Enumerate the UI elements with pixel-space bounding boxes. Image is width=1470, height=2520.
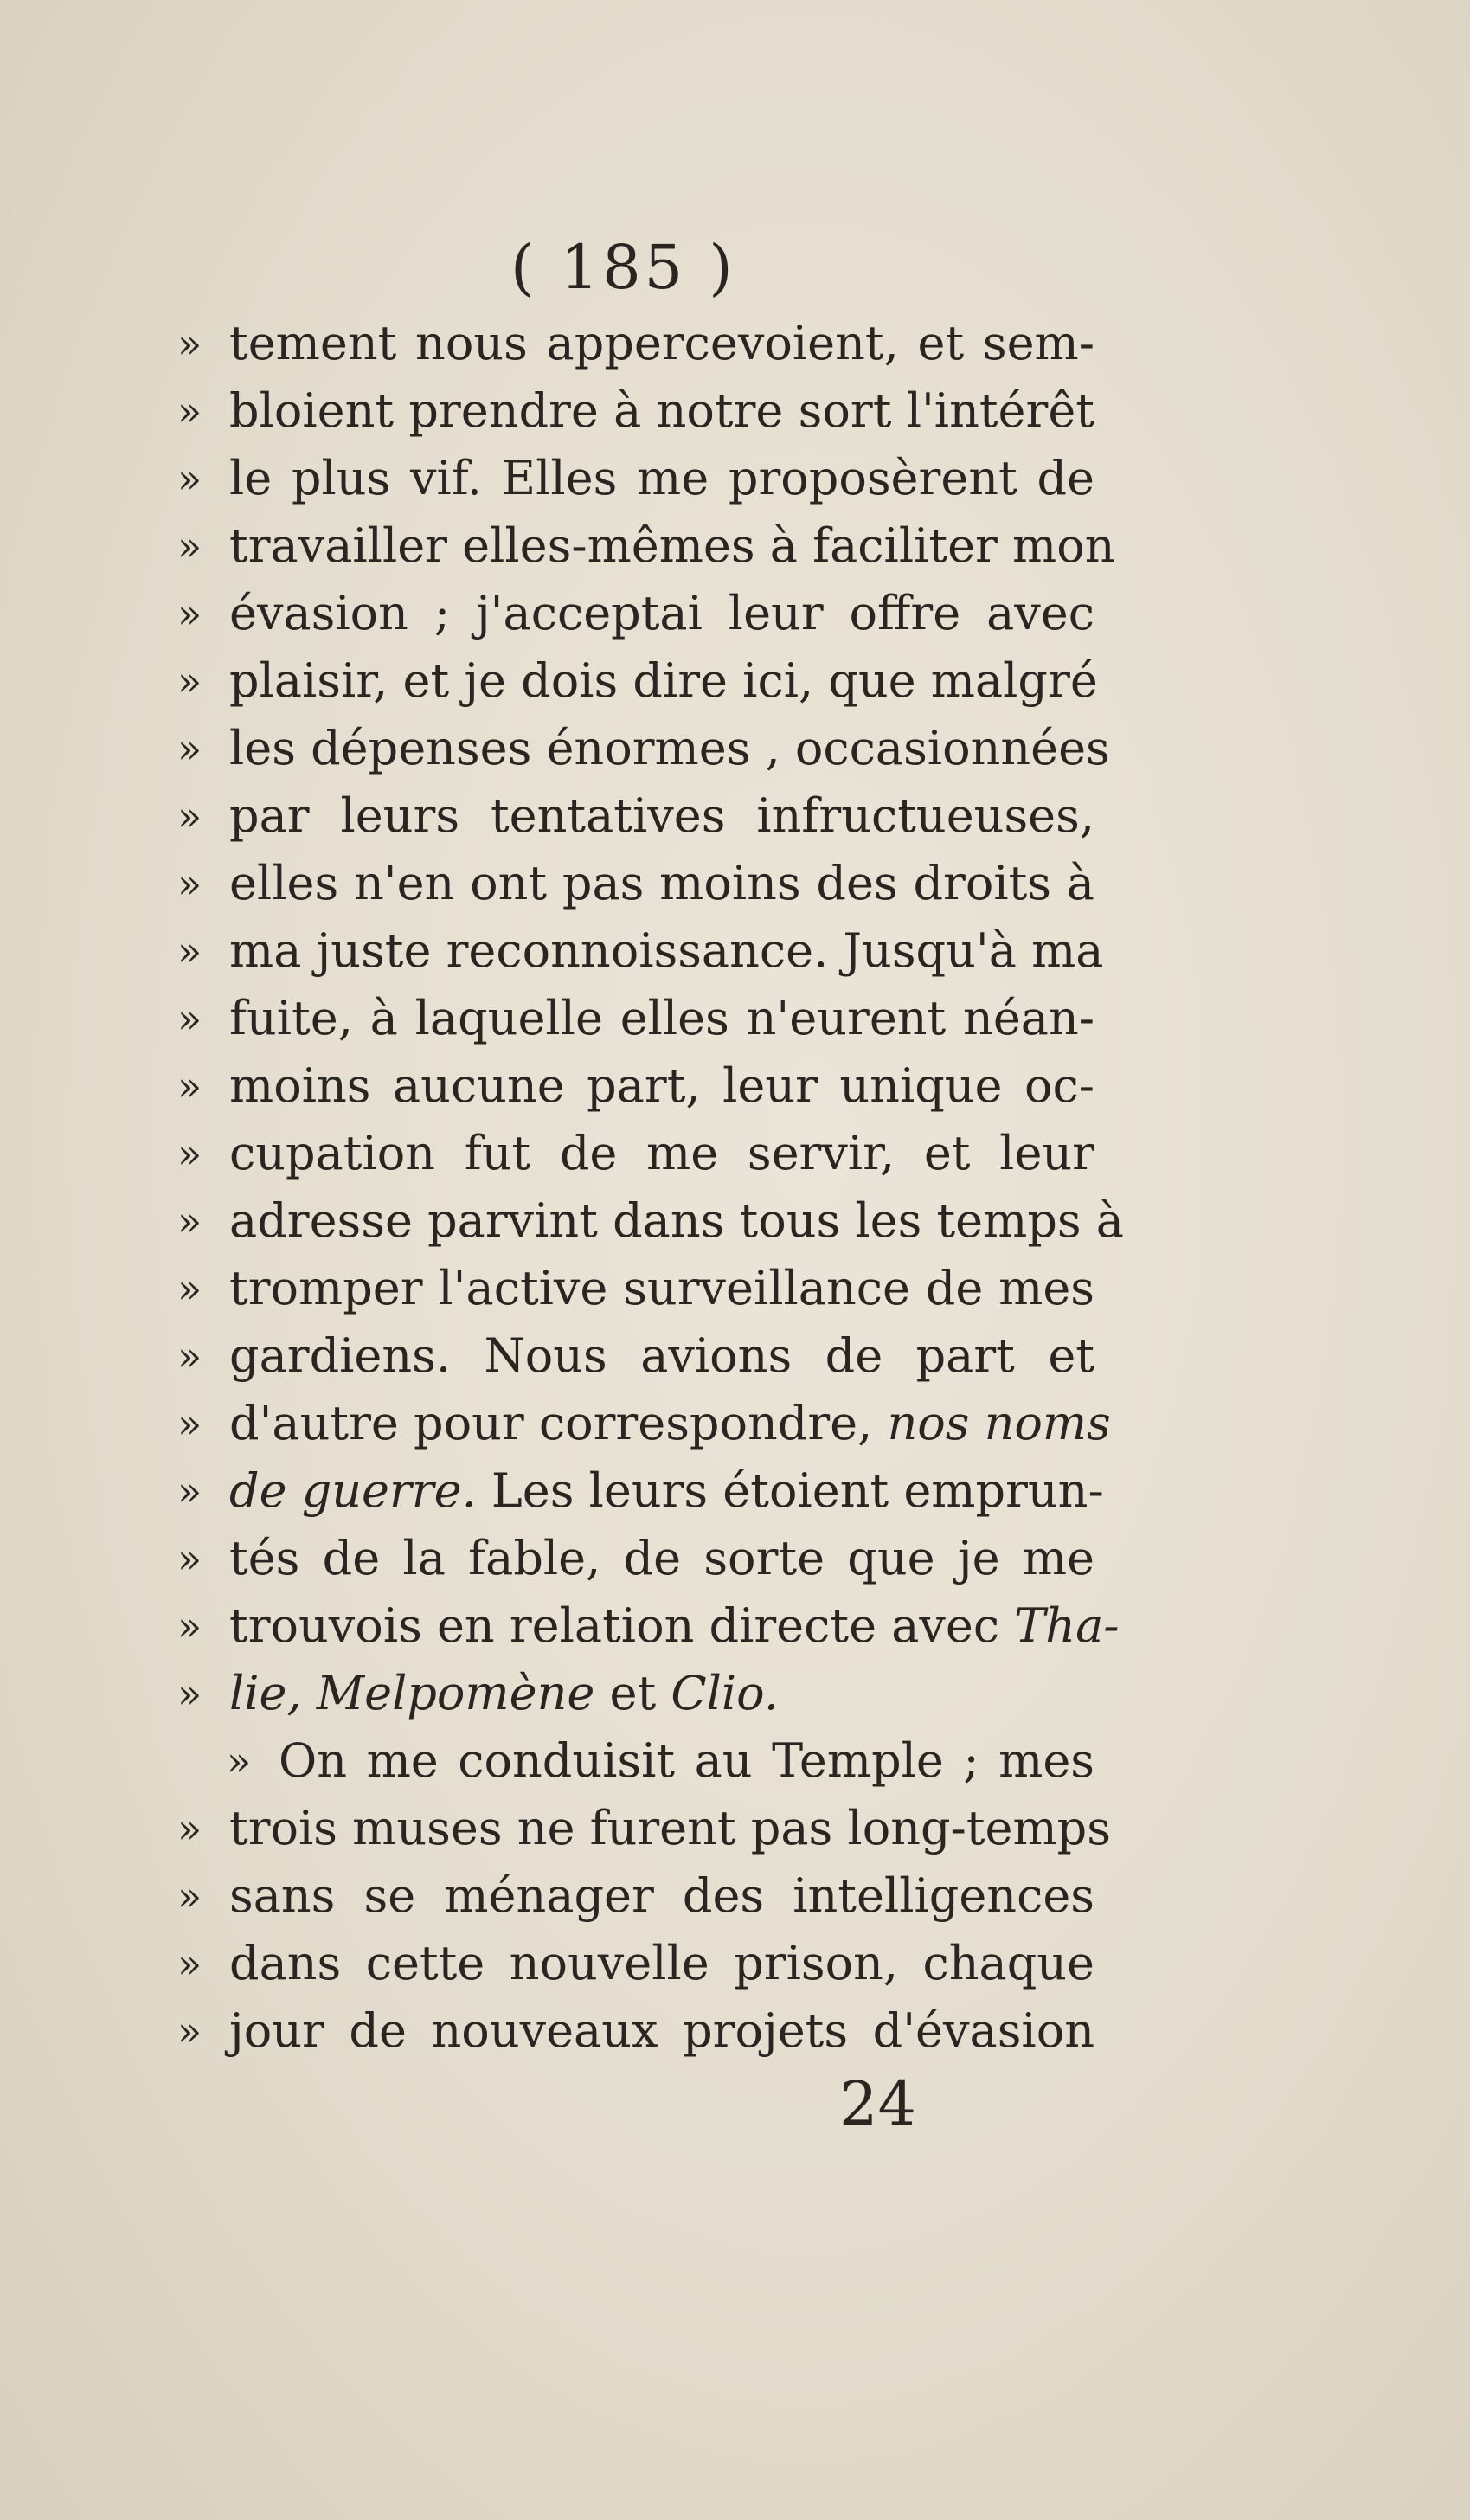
text-line bbox=[0, 1052, 1470, 1120]
text-run: adresse parvint dans tous les temps à bbox=[229, 1193, 1124, 1248]
line-text bbox=[229, 715, 1110, 782]
quote-mark: » bbox=[177, 1130, 202, 1177]
text-line bbox=[0, 1592, 1470, 1660]
text-run: d'autre pour correspondre, bbox=[229, 1396, 888, 1450]
text-line bbox=[0, 1862, 1470, 1930]
line-text bbox=[229, 1322, 1094, 1390]
line-text bbox=[229, 580, 1094, 647]
italic-text: Clio. bbox=[671, 1666, 779, 1720]
text-run: travailler elles-mêmes à faciliter mon bbox=[229, 518, 1115, 573]
line-text bbox=[229, 1120, 1094, 1187]
text-run: gardiens. Nous avions de part et bbox=[229, 1328, 1094, 1383]
text-run: trois muses ne furent pas long-temps bbox=[229, 1801, 1111, 1855]
quote-mark: » bbox=[177, 1940, 202, 1987]
text-line bbox=[0, 985, 1470, 1052]
text-run: bloient prendre à notre sort l'intérêt bbox=[229, 383, 1094, 438]
line-text bbox=[229, 1862, 1094, 1930]
quote-mark: » bbox=[177, 928, 202, 974]
text-line bbox=[0, 1997, 1470, 2065]
line-text bbox=[229, 1052, 1094, 1120]
quote-mark: » bbox=[227, 1738, 252, 1784]
quote-mark: » bbox=[177, 523, 202, 569]
quote-mark: » bbox=[177, 725, 202, 772]
text-line bbox=[0, 445, 1470, 512]
text-run: Les leurs étoient emprun- bbox=[476, 1463, 1104, 1518]
text-run: cupation fut de me servir, et leur bbox=[229, 1126, 1094, 1180]
quote-mark: » bbox=[177, 793, 202, 839]
text-line bbox=[0, 850, 1470, 917]
text-run: trouvois en relation directe avec bbox=[229, 1598, 1015, 1653]
text-run: les dépenses énormes , occasionnées bbox=[229, 721, 1110, 775]
line-text bbox=[229, 1390, 1111, 1457]
text-line bbox=[0, 1525, 1470, 1592]
text-line bbox=[0, 1187, 1470, 1255]
text-body bbox=[0, 310, 1470, 2065]
text-run: le plus vif. Elles me proposèrent de bbox=[229, 451, 1094, 505]
line-text bbox=[229, 512, 1115, 580]
text-line bbox=[0, 1930, 1470, 1997]
line-text bbox=[229, 1525, 1094, 1592]
quote-mark: » bbox=[177, 388, 202, 434]
text-line bbox=[0, 1727, 1470, 1795]
text-run: et bbox=[594, 1666, 671, 1720]
line-text bbox=[229, 377, 1094, 445]
italic-text: nos noms bbox=[887, 1396, 1111, 1450]
line-text bbox=[229, 1187, 1124, 1255]
line-text bbox=[229, 445, 1094, 512]
text-run: tés de la fable, de sorte que je me bbox=[229, 1531, 1094, 1585]
quote-mark: » bbox=[177, 1603, 202, 1649]
text-line bbox=[0, 1660, 1470, 1727]
text-line bbox=[0, 1255, 1470, 1322]
text-line bbox=[0, 310, 1470, 377]
line-text bbox=[279, 1727, 1094, 1795]
quote-mark: » bbox=[177, 1670, 202, 1717]
quote-mark: » bbox=[177, 1535, 202, 1582]
quote-mark: » bbox=[177, 860, 202, 907]
text-line bbox=[0, 1322, 1470, 1390]
line-text bbox=[229, 1457, 1104, 1525]
line-text bbox=[229, 647, 1098, 715]
text-line bbox=[0, 377, 1470, 445]
text-line bbox=[0, 715, 1470, 782]
text-line bbox=[0, 580, 1470, 647]
text-line bbox=[0, 1795, 1470, 1862]
quote-mark: » bbox=[177, 320, 202, 367]
quote-mark: » bbox=[177, 2008, 202, 2054]
line-text bbox=[229, 1997, 1094, 2065]
line-text bbox=[229, 1592, 1120, 1660]
page-number-header: ( 185 ) bbox=[510, 232, 736, 303]
quote-mark: » bbox=[177, 995, 202, 1042]
text-run: fuite, à laquelle elles n'eurent néan- bbox=[229, 991, 1094, 1045]
italic-text: de guerre. bbox=[229, 1463, 477, 1518]
text-run: jour de nouveaux projets d'évasion bbox=[229, 2003, 1094, 2058]
line-text bbox=[229, 1795, 1111, 1862]
quote-mark: » bbox=[177, 1468, 202, 1514]
text-line bbox=[0, 1457, 1470, 1525]
text-line bbox=[0, 1120, 1470, 1187]
quote-mark: » bbox=[177, 1333, 202, 1379]
text-run: tromper l'active surveillance de mes bbox=[229, 1261, 1094, 1315]
text-run: évasion ; j'acceptai leur offre avec bbox=[229, 586, 1094, 640]
text-run: ma juste reconnoissance. Jusqu'à ma bbox=[229, 923, 1104, 978]
text-line bbox=[0, 512, 1470, 580]
text-line bbox=[0, 917, 1470, 985]
italic-text: lie, Melpomène bbox=[229, 1666, 595, 1720]
italic-text: Tha- bbox=[1014, 1598, 1120, 1653]
line-text bbox=[229, 1930, 1094, 1997]
quote-mark: » bbox=[177, 1063, 202, 1109]
text-line bbox=[0, 1390, 1470, 1457]
quote-mark: » bbox=[177, 1400, 202, 1447]
text-line bbox=[0, 782, 1470, 850]
text-run: elles n'en ont pas moins des droits à bbox=[229, 856, 1094, 910]
line-text bbox=[229, 310, 1094, 377]
text-run: par leurs tentatives infructueuses, bbox=[229, 788, 1094, 843]
line-text bbox=[229, 1255, 1094, 1322]
quote-mark: » bbox=[177, 455, 202, 502]
quote-mark: » bbox=[177, 590, 202, 637]
line-text bbox=[229, 985, 1094, 1052]
line-text bbox=[229, 850, 1094, 917]
text-line bbox=[0, 647, 1470, 715]
text-run: moins aucune part, leur unique oc- bbox=[229, 1058, 1094, 1113]
quote-mark: » bbox=[177, 1198, 202, 1244]
quote-mark: » bbox=[177, 1873, 202, 1919]
text-run: dans cette nouvelle prison, chaque bbox=[229, 1936, 1094, 1990]
text-run: tement nous appercevoient, et sem- bbox=[229, 316, 1094, 370]
line-text bbox=[229, 917, 1104, 985]
text-run: plaisir, et je dois dire ici, que malgré bbox=[229, 653, 1098, 708]
signature-mark: 24 bbox=[839, 2068, 917, 2139]
line-text bbox=[229, 782, 1094, 850]
text-run: On me conduisit au Temple ; mes bbox=[279, 1733, 1094, 1788]
line-text bbox=[229, 1660, 1094, 1727]
quote-mark: » bbox=[177, 658, 202, 704]
quote-mark: » bbox=[177, 1265, 202, 1312]
text-run: sans se ménager des intelligences bbox=[229, 1868, 1094, 1923]
quote-mark: » bbox=[177, 1805, 202, 1852]
